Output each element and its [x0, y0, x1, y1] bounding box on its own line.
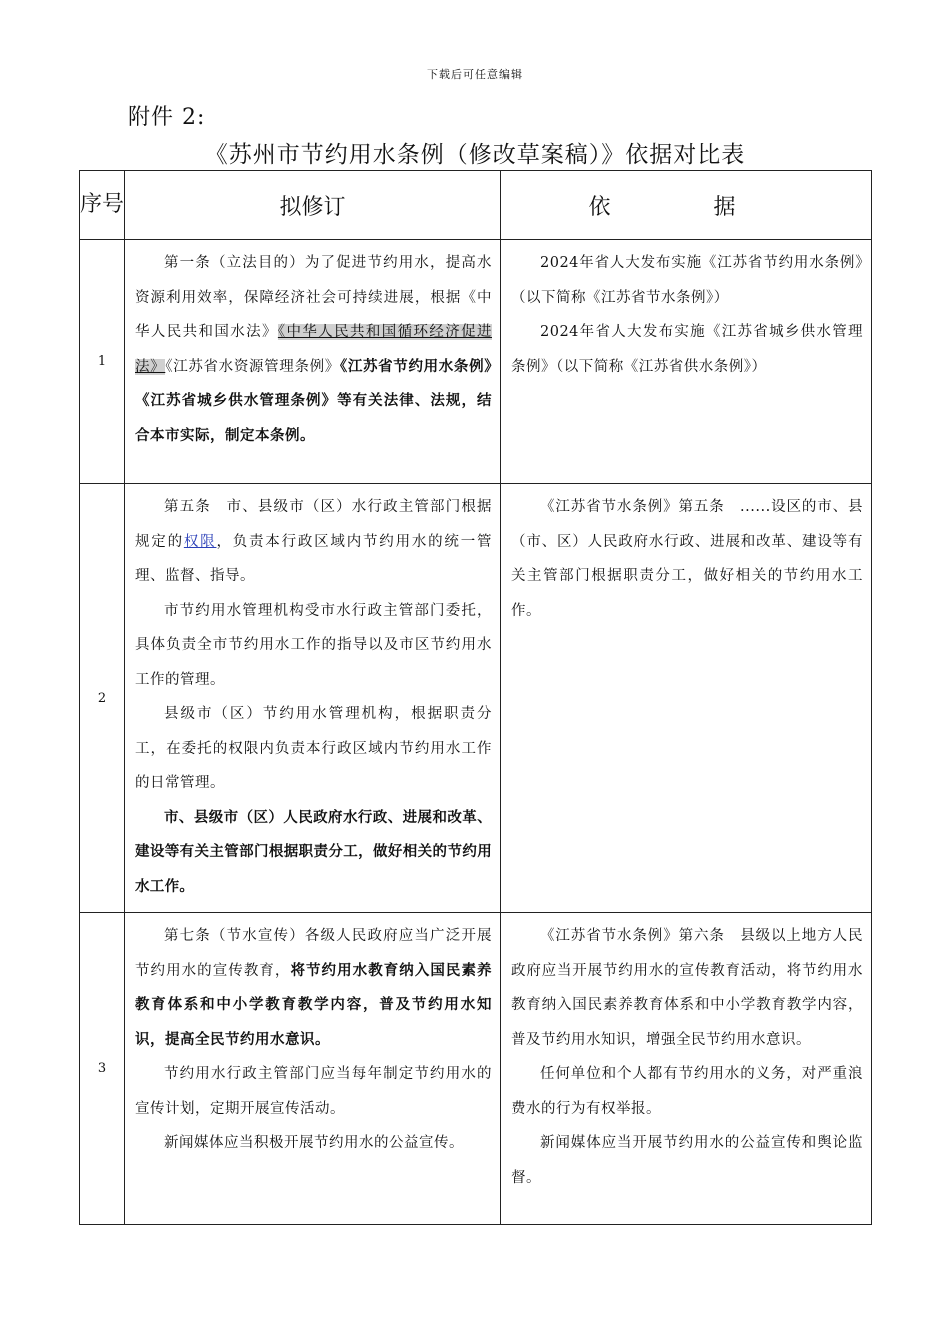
basis-text: 《江苏省节水条例》第六条 县级以上地方人民政府应当开展节约用水的宣传教育活动，将节约用水教育纳入国民素养教育体系和中小学教育教学内容，普及节约用水知识，增强全民节约用水意识。: [511, 928, 863, 1048]
revision-text: 节约用水行政主管部门应当每年制定节约用水的宣传计划，定期开展宣传活动。: [135, 1066, 492, 1117]
table-row: [80, 484, 872, 913]
table-row: [80, 240, 872, 484]
row-number: 1: [80, 240, 125, 484]
basis-text: 《江苏省节水条例》第五条 ......设区的市、县（市、区）人民政府水行政、进展和改革、建设等有关主管部门根据职责分工，做好相关的节约用水工作。: [511, 499, 863, 619]
column-header-basis: 依 据: [501, 171, 872, 240]
revision-text: 市节约用水管理机构受市水行政主管部门委托，具体负责全市节约用水工作的指导以及市区节约用水工作的管理。: [135, 602, 492, 688]
revision-text-bold: 市、县级市（区）人民政府水行政、进展和改革、建设等有关主管部门根据职责分工，做好相关的节约用水工作。: [135, 809, 492, 895]
basis-text: 2024年省人大发布实施《江苏省城乡供水管理条例》（以下简称《江苏省供水条例》）: [511, 324, 863, 375]
revision-text: 县级市（区）节约用水管理机构，根据职责分工，在委托的权限内负责本行政区域内节约用水工作的日常管理。: [135, 706, 492, 791]
header-note: 下载后可任意编辑: [427, 68, 523, 81]
revision-cell: [125, 913, 501, 1225]
basis-text: 新闻媒体应当开展节约用水的公益宣传和舆论监督。: [511, 1135, 863, 1186]
document-title: 《苏州市节约用水条例（修改草案稿）》依据对比表: [204, 142, 746, 168]
basis-cell: [501, 913, 872, 1225]
revision-cell: [125, 484, 501, 913]
column-header-revision: 拟修订: [125, 171, 501, 240]
authority-link[interactable]: 权限: [183, 533, 217, 550]
revision-cell: [125, 240, 501, 484]
basis-text: 2024年省人大发布实施《江苏省节约用水条例》（以下简称《江苏省节水条例》）: [511, 255, 863, 306]
table-row: [80, 913, 872, 1225]
row-number: 3: [80, 913, 125, 1225]
revision-text: 第七条（节水宣传）各级人民政府应当广泛开展节约用水的宣传教育，将节约用水教育纳入国民素养教育体系和中小学教育教学内容，普及节约用水知识，提高全民节约用水意识。: [135, 928, 493, 1048]
revision-text: 新闻媒体应当积极开展节约用水的公益宣传。: [164, 1135, 464, 1151]
basis-cell: [501, 484, 872, 913]
column-header-seq: 序号: [80, 171, 125, 240]
basis-text: 任何单位和个人都有节约用水的义务，对严重浪费水的行为有权举报。: [511, 1066, 863, 1117]
comparison-table: [79, 170, 872, 1225]
highlighted-law: 《中华人民共和国循环经济促进法》: [135, 324, 492, 375]
revision-text: 第五条 市、县级市（区）水行政主管部门根据规定的权限，负责本行政区域内节约用水的统一管理、监督、指导。: [135, 499, 493, 584]
row-number: 2: [80, 484, 125, 913]
table-header-row: [80, 171, 872, 240]
attachment-label: 附件 2:: [128, 105, 206, 130]
revision-text: 第一条（立法目的）为了促进节约用水，提高水资源利用效率，保障经济社会可持续进展，根据《中华人民共和国水法》《中华人民共和国循环经济促进法》《江苏省水资源管理条例》《江苏省节约用水条例》《江苏省城乡供水管理条例》等有关法律、法规，结合本市实际，制定本条例。: [135, 255, 492, 444]
basis-cell: [501, 240, 872, 484]
